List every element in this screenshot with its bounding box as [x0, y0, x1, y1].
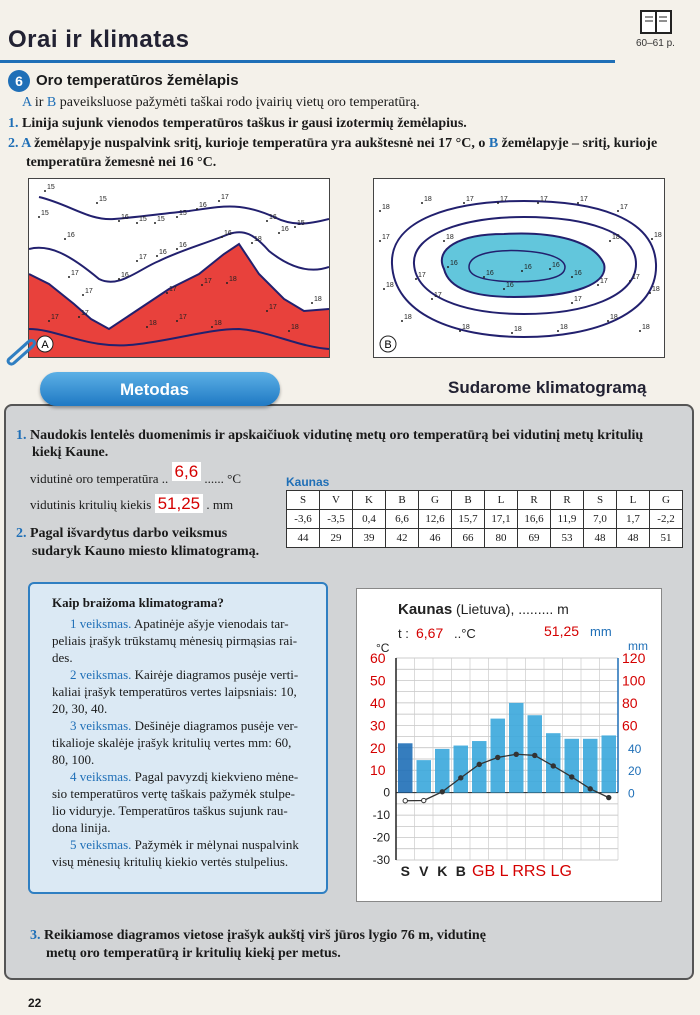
- temperature-point: [440, 790, 444, 794]
- map-value: 18: [254, 236, 262, 243]
- table-cell-precipitation: 29: [320, 529, 353, 548]
- method-task-3-line2: metų oro temperatūrą ir kritulių kiekį per metus.: [46, 946, 341, 961]
- map-point: [211, 326, 213, 328]
- map-value: 15: [157, 216, 165, 223]
- map-point: [401, 320, 403, 322]
- map-value: 17: [418, 272, 426, 279]
- map-point: [639, 330, 641, 332]
- step-5-line: visų mėnesių kritulių kiekio vertės stulpelius.: [52, 854, 289, 869]
- map-value: 16: [121, 214, 129, 221]
- table-cell-month: L: [485, 491, 518, 510]
- table-cell-precipitation: 44: [287, 529, 320, 548]
- left-tick-handwritten: 10: [370, 762, 386, 779]
- map-point: [176, 216, 178, 218]
- map-point: [463, 202, 465, 204]
- chart-p-value[interactable]: 51,25: [544, 623, 580, 639]
- chart-subtitle: (Lietuva), ......... m: [456, 601, 569, 617]
- task-1-text: Linija sujunk vienodos temperatūros taškus ir gausi izotermių žemėlapius.: [22, 116, 467, 131]
- map-point: [226, 282, 228, 284]
- map-point: [483, 276, 485, 278]
- map-point: [96, 202, 98, 204]
- map-value: 17: [179, 314, 187, 321]
- map-point: [176, 320, 178, 322]
- map-value: 16: [199, 202, 207, 209]
- map-value: 18: [654, 232, 662, 239]
- right-tick-label: 40: [628, 741, 642, 756]
- map-point: [278, 232, 280, 234]
- map-point: [68, 276, 70, 278]
- precipitation-bar: [509, 703, 524, 793]
- avg-prec-label: vidutinis kritulių kiekis: [30, 497, 152, 512]
- isotherm-map-a[interactable]: [28, 178, 330, 358]
- method-task-3-line1: Reikiamose diagramos vietose įrašyk aukštį virš jūros lygio 76 m, vidutinę: [44, 928, 486, 943]
- precipitation-bar: [565, 739, 580, 793]
- avg-temp-line: [30, 462, 242, 488]
- step-3-line: 3 veiksmas. Dešinėje diagramos pusėje ver-: [70, 718, 298, 733]
- map-value: 17: [620, 204, 628, 211]
- map-value: 15: [41, 210, 49, 217]
- task-2-part2: žemėlapyje – sritį, kurioje: [498, 136, 658, 151]
- map-value: 17: [204, 278, 212, 285]
- map-point: [266, 310, 268, 312]
- method-task-3-number: 3.: [30, 928, 41, 943]
- temperature-point: [551, 764, 555, 768]
- map-value: 16: [281, 226, 289, 233]
- map-point: [38, 216, 40, 218]
- map-point: [201, 284, 203, 286]
- month-label: S: [400, 863, 410, 879]
- left-axis-unit: °C: [376, 641, 390, 655]
- table-cell-temperature: 16,6: [518, 510, 551, 529]
- month-label: K: [437, 863, 448, 879]
- method-task-2-line2: sudaryk Kauno miesto klimatogramą.: [32, 544, 260, 559]
- left-tick-label: -20: [372, 830, 390, 845]
- table-cell-month: G: [650, 491, 683, 510]
- method-task-1: [16, 428, 676, 444]
- map-value: 16: [121, 272, 129, 279]
- intro-a: A: [22, 95, 32, 110]
- page-title: Orai ir klimatas: [8, 26, 190, 53]
- map-value: 17: [85, 288, 93, 295]
- right-tick-handwritten: 80: [622, 694, 638, 711]
- intro-mid: ir: [31, 95, 47, 110]
- step-2-line: 20, 30, 40.: [52, 701, 108, 716]
- temperature-point: [607, 795, 611, 799]
- map-value: 18: [386, 282, 394, 289]
- map-point: [459, 330, 461, 332]
- map-value: 18: [560, 324, 568, 331]
- map-value: 18: [424, 196, 432, 203]
- map-value: 16: [574, 270, 582, 277]
- map-value: 18: [446, 234, 454, 241]
- left-tick-handwritten: 20: [370, 739, 386, 756]
- map-point: [431, 298, 433, 300]
- right-axis-unit: mm: [628, 639, 648, 653]
- map-b-label: B: [384, 339, 392, 351]
- map-point: [521, 270, 523, 272]
- method-task-2-line1: Pagal išvardytus darbo veiksmus: [30, 526, 228, 541]
- step-1-label: 1 veiksmas.: [70, 616, 134, 631]
- map-value: 16: [179, 242, 187, 249]
- chart-t-prefix: t :: [398, 626, 409, 641]
- table-cell-month: R: [518, 491, 551, 510]
- right-tick-handwritten: 120: [622, 650, 646, 666]
- map-value: 17: [434, 292, 442, 299]
- temperature-point: [403, 799, 407, 803]
- left-tick-handwritten: 40: [370, 694, 386, 711]
- intro-b: B: [46, 95, 57, 110]
- temperature-point: [514, 752, 518, 756]
- table-cell-temperature: 0,4: [353, 510, 386, 529]
- page-reference: 60–61 p.: [636, 38, 675, 49]
- map-point: [571, 276, 573, 278]
- task-1-number: 1.: [8, 116, 19, 131]
- step-2-line: kaliai įrašyk temperatūros vertes laipsniais: 10,: [52, 684, 297, 699]
- map-value: 17: [574, 296, 582, 303]
- table-cell-precipitation: 51: [650, 529, 683, 548]
- book-icon: [640, 10, 672, 34]
- step-3-line: tikalioje skalėje įrašyk kritulių vertes mm: 60,: [52, 735, 292, 750]
- map-value: 18: [642, 324, 650, 331]
- chart-title: Kaunas: [398, 601, 453, 618]
- step-3-label: 3 veiksmas.: [70, 718, 135, 733]
- map-point: [503, 288, 505, 290]
- temperature-point: [533, 753, 537, 757]
- right-tick-label: 0: [628, 786, 635, 801]
- map-point: [136, 260, 138, 262]
- kaunas-climate-table: [286, 490, 683, 548]
- month-label: V: [419, 863, 429, 879]
- map-value: 16: [159, 249, 167, 256]
- map-value: 18: [291, 324, 299, 331]
- map-value: 17: [580, 196, 588, 203]
- map-value: 15: [139, 216, 147, 223]
- intro-text: [22, 95, 420, 111]
- map-point: [421, 202, 423, 204]
- section-number-badge: 6: [8, 70, 30, 92]
- map-value: 17: [382, 234, 390, 241]
- table-cell-temperature: -3,6: [287, 510, 320, 529]
- chart-p-unit: mm: [590, 624, 612, 639]
- table-cell-precipitation: 48: [584, 529, 617, 548]
- map-point: [549, 268, 551, 270]
- left-tick-label: -30: [372, 853, 390, 867]
- step-2-label: 2 veiksmas.: [70, 667, 135, 682]
- temperature-point: [570, 775, 574, 779]
- map-value: 16: [224, 230, 232, 237]
- map-point: [218, 200, 220, 202]
- table-cell-temperature: 15,7: [452, 510, 485, 529]
- left-tick-handwritten: 60: [370, 650, 386, 666]
- map-value: 17: [600, 278, 608, 285]
- task-2-number: 2.: [8, 136, 19, 151]
- step-4-line: lio viduryje. Temperatūros taškus sujunk rau-: [52, 803, 288, 818]
- method-task-1-line1: Naudokis lentelės duomenimis ir apskaičiuok vidutinę metų oro temperatūrą bei vidutinį metų kritulių: [30, 428, 644, 443]
- map-point: [48, 320, 50, 322]
- table-cell-temperature: -2,2: [650, 510, 683, 529]
- month-labels-handwritten: GB L RRS LG: [472, 863, 572, 880]
- map-point: [266, 220, 268, 222]
- map-point: [443, 240, 445, 242]
- map-point: [607, 320, 609, 322]
- method-task-3: [30, 928, 486, 944]
- intro-rest: paveiksluose pažymėti taškai rodo įvairių vietų oro temperatūrą.: [56, 95, 420, 110]
- avg-prec-value[interactable]: 51,25: [155, 494, 204, 513]
- table-row-temperature: [287, 510, 683, 529]
- map-point: [118, 278, 120, 280]
- map-value: 15: [179, 210, 187, 217]
- step-1-line: peliais įrašyk trūkstamų mėnesių pirmąsias rai-: [52, 633, 298, 648]
- page-number: 22: [28, 996, 42, 1010]
- map-point: [511, 332, 513, 334]
- isotherm-map-b[interactable]: [373, 178, 665, 358]
- map-point: [649, 292, 651, 294]
- table-cell-precipitation: 66: [452, 529, 485, 548]
- steps-title: Kaip braižoma klimatograma?: [52, 595, 224, 610]
- map-point: [146, 326, 148, 328]
- map-value: 17: [269, 304, 277, 311]
- right-tick-handwritten: 60: [622, 717, 638, 734]
- map-value: 15: [99, 196, 107, 203]
- paperclip-icon: [0, 336, 38, 366]
- step-2-line: 2 veiksmas. Kairėje diagramos pusėje verti-: [70, 667, 299, 682]
- map-value: 17: [139, 254, 147, 261]
- precipitation-bar: [602, 735, 617, 792]
- map-value: 16: [524, 264, 532, 271]
- map-value: 16: [552, 262, 560, 269]
- avg-prec-line: [30, 494, 233, 514]
- map-value: 18: [404, 314, 412, 321]
- precipitation-bar: [454, 746, 469, 793]
- right-tick-handwritten: 100: [622, 672, 646, 689]
- task-2-line2: temperatūra žemesnė nei 16 °C.: [26, 155, 217, 170]
- table-cell-temperature: 7,0: [584, 510, 617, 529]
- map-point: [118, 220, 120, 222]
- table-cell-month: B: [386, 491, 419, 510]
- map-value: 17: [81, 310, 89, 317]
- map-value: 18: [314, 296, 322, 303]
- map-value: 18: [214, 320, 222, 327]
- avg-temp-label: vidutinė oro temperatūra ..: [30, 471, 169, 486]
- section-title: Oro temperatūros žemėlapis: [36, 72, 239, 89]
- map-point: [176, 248, 178, 250]
- map-point: [64, 238, 66, 240]
- table-cell-precipitation: 48: [617, 529, 650, 548]
- precipitation-bar: [417, 760, 432, 793]
- map-point: [379, 240, 381, 242]
- map-value: 15: [297, 220, 305, 227]
- map-point: [629, 280, 631, 282]
- method-heading: Sudarome klimatogramą: [448, 378, 647, 397]
- month-label: B: [455, 863, 466, 879]
- map-point: [537, 202, 539, 204]
- map-point: [383, 288, 385, 290]
- precipitation-bar: [583, 739, 598, 793]
- avg-prec-unit: . mm: [206, 497, 234, 512]
- map-point: [44, 190, 46, 192]
- climatogram-chart: [356, 588, 660, 900]
- table-cell-precipitation: 80: [485, 529, 518, 548]
- task-1: [8, 116, 467, 132]
- table-cell-temperature: 1,7: [617, 510, 650, 529]
- table-cell-precipitation: 46: [419, 529, 452, 548]
- map-point: [82, 294, 84, 296]
- map-value: 17: [51, 314, 59, 321]
- map-value: 17: [169, 286, 177, 293]
- precipitation-bar: [435, 749, 450, 793]
- right-tick-label: 20: [628, 764, 642, 779]
- map-value: 18: [382, 204, 390, 211]
- left-tick-handwritten: 50: [370, 672, 386, 689]
- map-point: [597, 284, 599, 286]
- left-tick-label: 0: [383, 785, 390, 800]
- map-value: 18: [149, 320, 157, 327]
- map-value: 16: [506, 282, 514, 289]
- task-2-part1: žemėlapyje nuspalvink sritį, kurioje temperatūra yra aukštesnė nei 17 °C, o: [30, 136, 489, 151]
- chart-t-suffix: ..°C: [454, 626, 476, 641]
- temperature-point: [459, 776, 463, 780]
- table-cell-month: K: [353, 491, 386, 510]
- table-cell-precipitation: 53: [551, 529, 584, 548]
- step-5-label: 5 veiksmas.: [70, 837, 135, 852]
- map-point: [609, 240, 611, 242]
- map-point: [651, 238, 653, 240]
- map-value: 17: [540, 196, 548, 203]
- table-cell-month: B: [452, 491, 485, 510]
- map-point: [288, 330, 290, 332]
- map-point: [251, 242, 253, 244]
- task-2-b: B: [488, 136, 499, 151]
- method-task-1-number: 1.: [16, 428, 27, 443]
- table-cell-month: S: [287, 491, 320, 510]
- map-point: [78, 316, 80, 318]
- temperature-point: [496, 755, 500, 759]
- method-task-1-line2: kiekį Kaune.: [32, 445, 109, 460]
- chart-t-value[interactable]: 6,67: [416, 625, 444, 641]
- map-point: [154, 222, 156, 224]
- steps-box: [28, 582, 328, 894]
- map-value: 18: [229, 276, 237, 283]
- map-point: [415, 278, 417, 280]
- table-cell-month: V: [320, 491, 353, 510]
- table-cell-temperature: 11,9: [551, 510, 584, 529]
- table-cell-precipitation: 39: [353, 529, 386, 548]
- left-tick-handwritten: 30: [370, 717, 386, 734]
- table-cell-month: R: [551, 491, 584, 510]
- table-cell-temperature: 6,6: [386, 510, 419, 529]
- map-point: [571, 302, 573, 304]
- temperature-point: [477, 762, 481, 766]
- table-cell-month: L: [617, 491, 650, 510]
- map-point: [379, 210, 381, 212]
- step-4-line: sio temperatūros vertę taškais pažymėk stulpe-: [52, 786, 295, 801]
- map-point: [557, 330, 559, 332]
- map-point: [136, 222, 138, 224]
- map-value: 18: [462, 324, 470, 331]
- map-point: [166, 292, 168, 294]
- method-task-2-number: 2.: [16, 526, 27, 541]
- map-value: 17: [500, 196, 508, 203]
- map-value: 16: [486, 270, 494, 277]
- map-value: 17: [71, 270, 79, 277]
- table-caption: Kaunas: [286, 475, 330, 489]
- map-value: 15: [47, 184, 55, 191]
- table-cell-temperature: -3,5: [320, 510, 353, 529]
- step-3-line: 80, 100.: [52, 752, 95, 767]
- table-cell-month: G: [419, 491, 452, 510]
- map-point: [447, 266, 449, 268]
- map-point: [196, 208, 198, 210]
- map-value: 18: [514, 326, 522, 333]
- precipitation-bar: [398, 743, 413, 792]
- temperature-point: [588, 787, 592, 791]
- table-cell-temperature: 17,1: [485, 510, 518, 529]
- map-value: 18: [652, 286, 660, 293]
- map-value: 18: [612, 234, 620, 241]
- table-cell-month: S: [584, 491, 617, 510]
- table-row-months: [287, 491, 683, 510]
- temperature-point: [422, 798, 426, 802]
- avg-temp-value[interactable]: 6,6: [172, 462, 202, 481]
- task-2-a: A: [21, 136, 31, 151]
- method-tab-label: Metodas: [120, 380, 189, 399]
- step-4-label: 4 veiksmas.: [70, 769, 135, 784]
- map-point: [156, 255, 158, 257]
- map-point: [311, 302, 313, 304]
- map-a-label: A: [41, 339, 49, 351]
- map-point: [294, 226, 296, 228]
- avg-temp-unit: ...... °C: [204, 471, 242, 486]
- method-task-2: [16, 526, 227, 542]
- step-4-line: 4 veiksmas. Pagal pavyzdį kiekvieno mėne-: [70, 769, 299, 784]
- table-row-precipitation: [287, 529, 683, 548]
- map-value: 16: [269, 214, 277, 221]
- step-5-line: 5 veiksmas. Pažymėk ir mėlynai nuspalvink: [70, 837, 299, 852]
- map-value: 16: [67, 232, 75, 239]
- map-value: 17: [632, 274, 640, 281]
- title-underline: [0, 60, 615, 63]
- map-point: [221, 236, 223, 238]
- map-point: [577, 202, 579, 204]
- map-value: 17: [466, 196, 474, 203]
- map-point: [617, 210, 619, 212]
- map-value: 18: [610, 314, 618, 321]
- left-tick-label: -10: [372, 808, 390, 823]
- step-1-line: 1 veiksmas. Apatinėje ašyje vienodais tar-: [70, 616, 289, 631]
- map-value: 16: [450, 260, 458, 267]
- table-cell-precipitation: 42: [386, 529, 419, 548]
- map-value: 17: [221, 194, 229, 201]
- map-point: [497, 202, 499, 204]
- step-4-line: dona linija.: [52, 820, 111, 835]
- table-cell-precipitation: 69: [518, 529, 551, 548]
- table-cell-temperature: 12,6: [419, 510, 452, 529]
- task-2: [8, 136, 688, 152]
- step-1-line: des.: [52, 650, 73, 665]
